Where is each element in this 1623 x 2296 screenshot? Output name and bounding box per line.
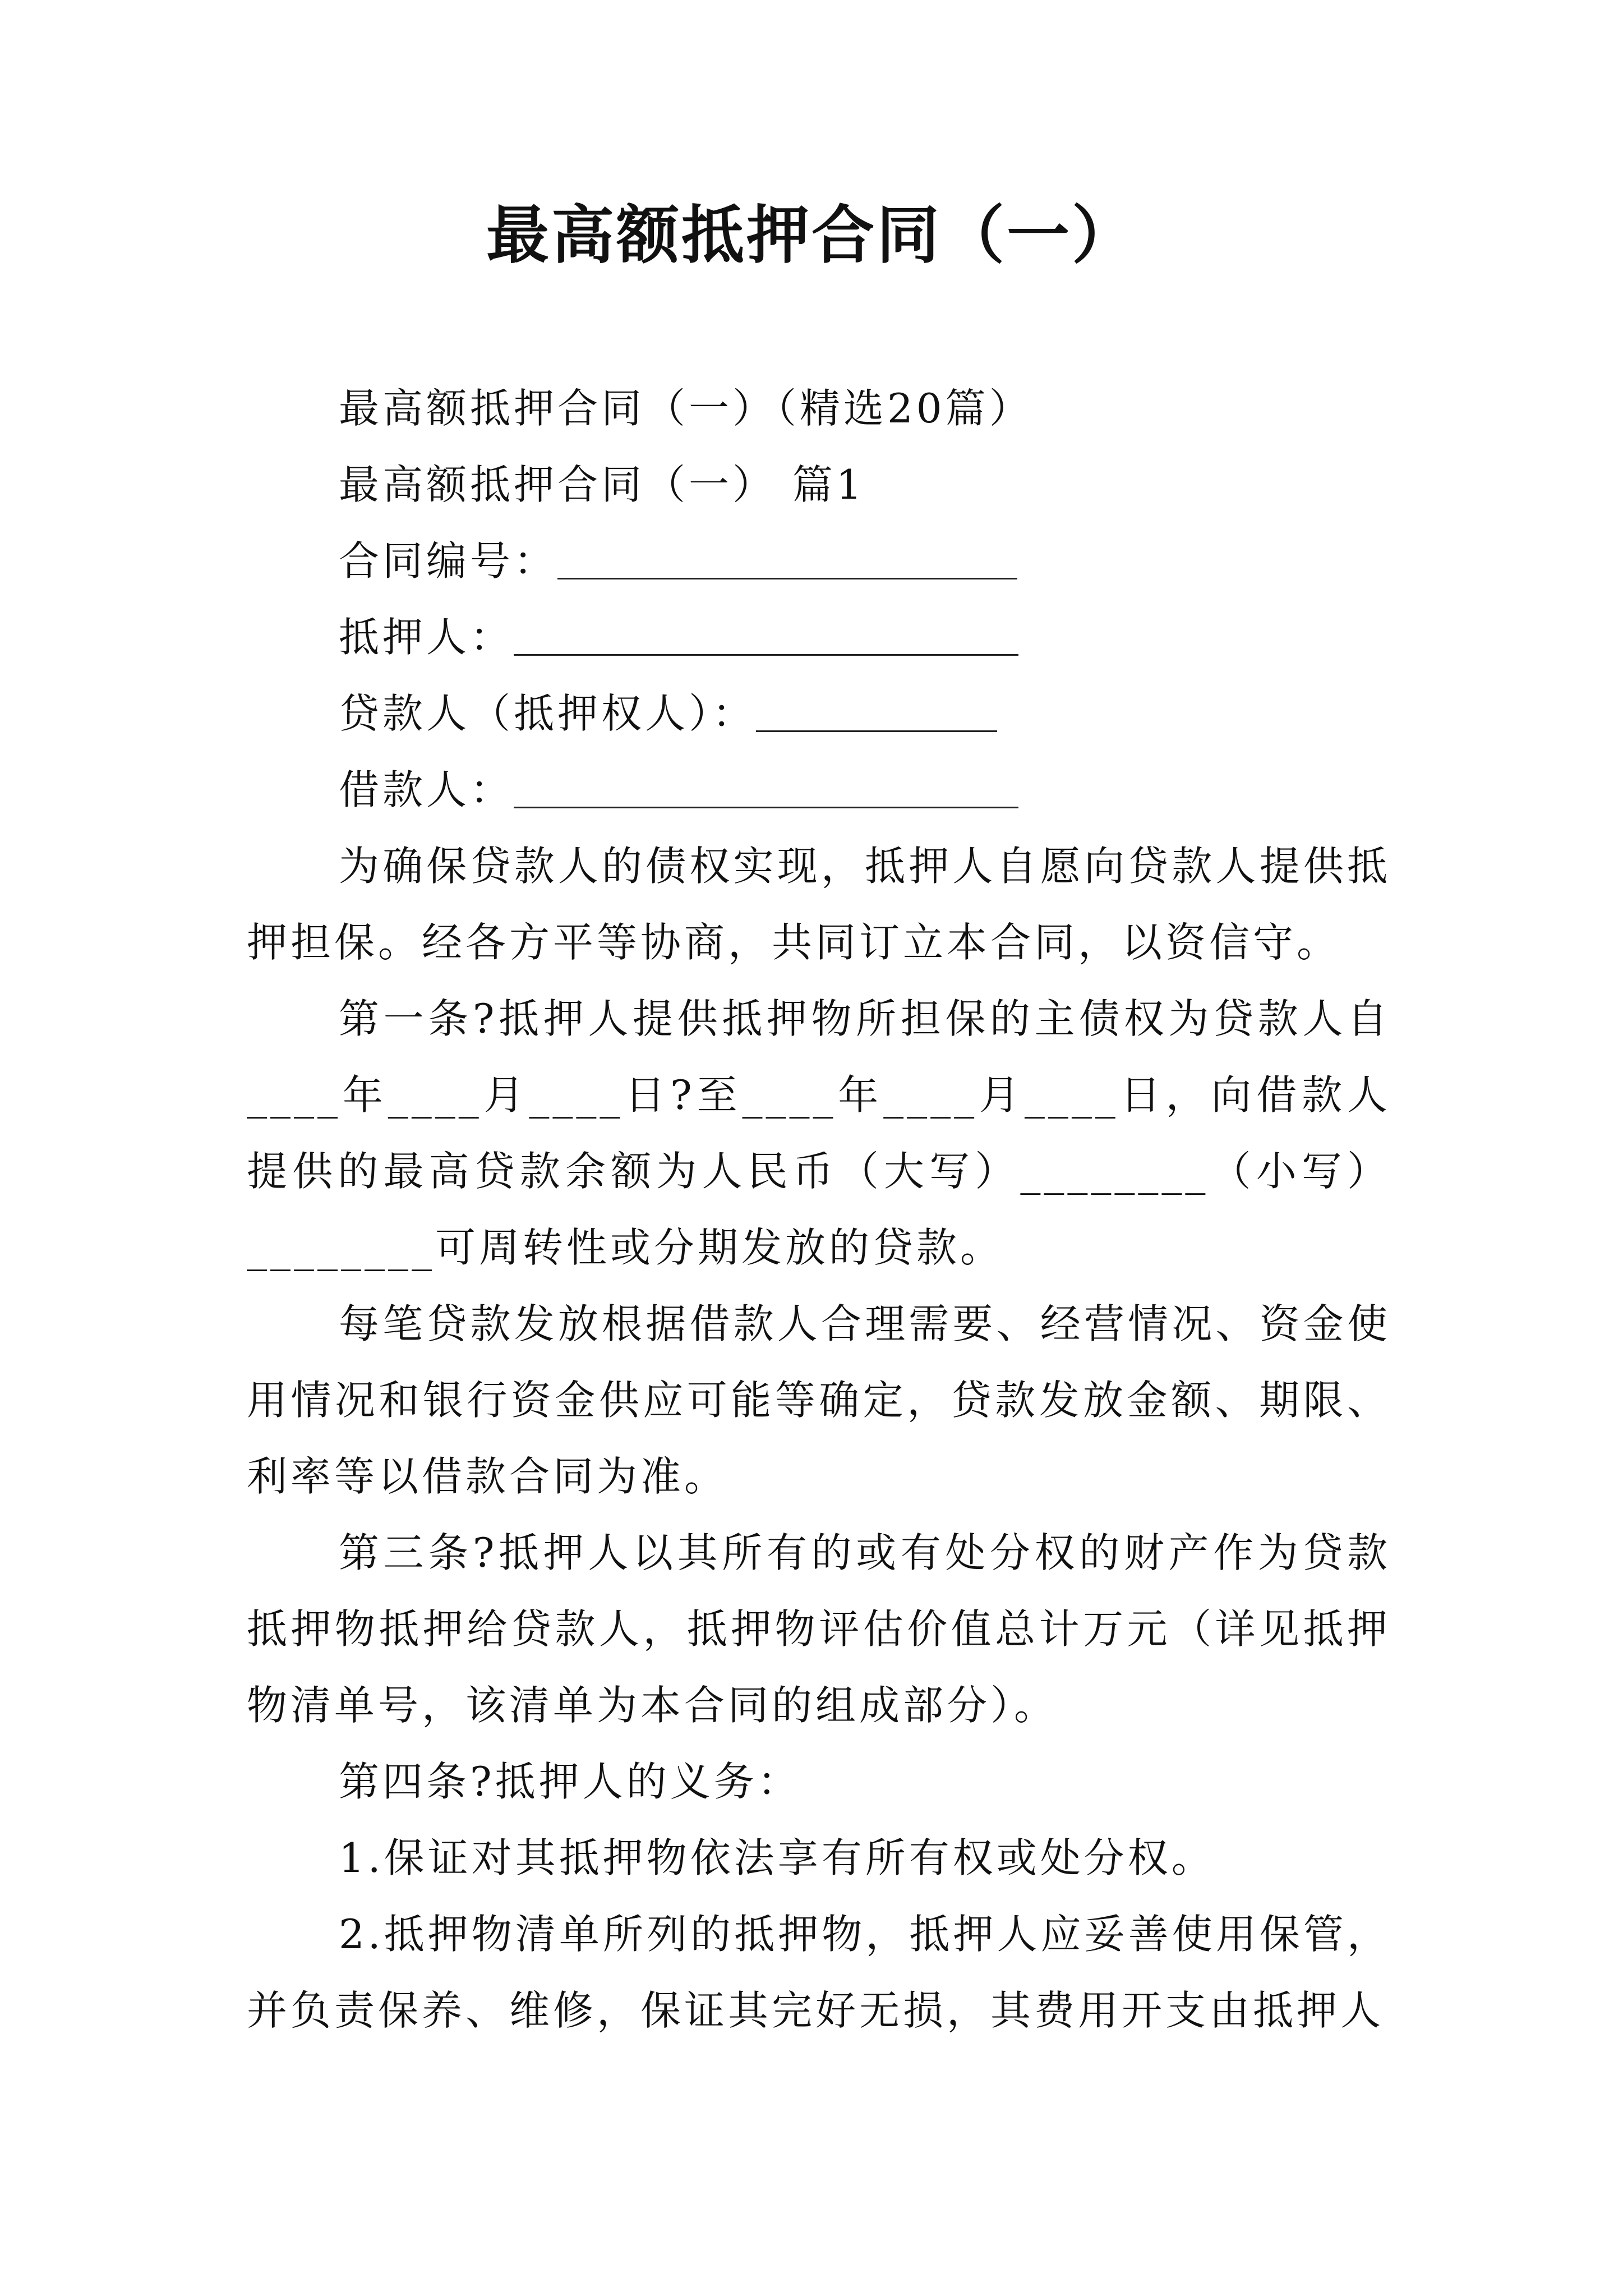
document-title: 最高额抵押合同（一） bbox=[486, 199, 1137, 272]
mortgagor-label: 抵押人： bbox=[339, 614, 514, 661]
paragraph-loan-issuance: 每笔贷款发放根据借款人合理需要、经营情况、资金使用情况和银行资金供应可能等确定，贷款发放金额、期限、利率等以借款合同为准。 bbox=[247, 1300, 1391, 1500]
borrower-blank bbox=[514, 762, 1018, 808]
document-subtitle: 最高额抵押合同（一）（精选20篇） bbox=[339, 385, 1033, 432]
lender-blank bbox=[756, 685, 997, 732]
paragraph-article-1: 第一条?抵押人提供抵押物所担保的主债权为贷款人自____年____月____日?至____年____月____日，向借款人提供的最高贷款余额为人民币（大写）________（小写）________可周转性或分期发放的贷款。 bbox=[247, 995, 1391, 1271]
document-body bbox=[247, 370, 1391, 2049]
mortgagor-blank bbox=[514, 609, 1018, 656]
borrower-row bbox=[247, 752, 1391, 828]
contract-number-blank bbox=[557, 533, 1017, 579]
section-heading: 最高额抵押合同（一） 篇1 bbox=[339, 461, 865, 508]
mortgagor-row bbox=[247, 599, 1391, 675]
paragraph-article-4-heading: 第四条?抵押人的义务： bbox=[339, 1758, 801, 1805]
lender-label: 贷款人（抵押权人）： bbox=[339, 690, 757, 737]
paragraph-obligation-1: 1.保证对其抵押物依法享有所有权或处分权。 bbox=[339, 1834, 1215, 1881]
lender-row bbox=[247, 675, 1391, 752]
paragraph-article-3: 第三条?抵押人以其所有的或有处分权的财产作为贷款抵押物抵押给贷款人，抵押物评估价值总计万元（详见抵押物清单号，该清单为本合同的组成部分）。 bbox=[247, 1529, 1391, 1729]
contract-number-label: 合同编号： bbox=[339, 537, 558, 585]
borrower-label: 借款人： bbox=[339, 766, 514, 813]
paragraph-obligation-2: 2.抵押物清单所列的抵押物，抵押人应妥善使用保管，并负责保养、维修，保证其完好无损，其费用开支由抵押人 bbox=[247, 1911, 1391, 2034]
paragraph-purpose: 为确保贷款人的债权实现，抵押人自愿向贷款人提供抵押担保。经各方平等协商，共同订立本合同，以资信守。 bbox=[247, 843, 1391, 966]
contract-number-row bbox=[247, 523, 1391, 599]
